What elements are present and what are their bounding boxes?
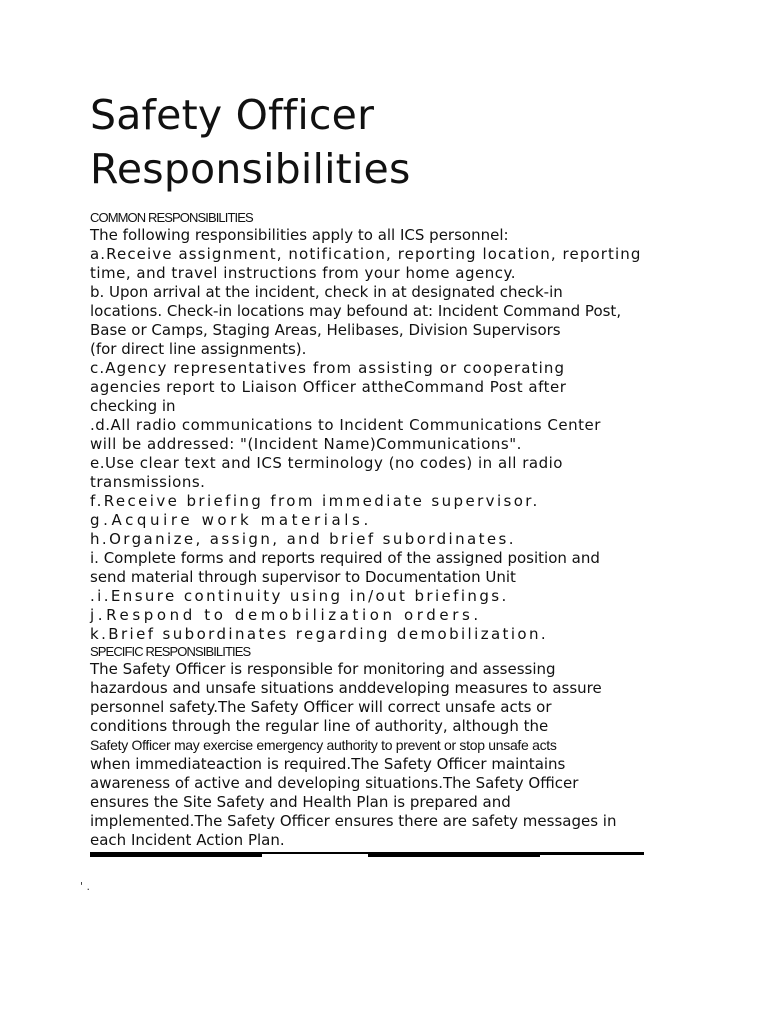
text-line: .i.Ensure continuity using in/out briefings. xyxy=(90,587,509,605)
text-line: .d.All radio communications to Incident Communications Center xyxy=(90,416,601,434)
text-line: j.Respond to demobilization orders. xyxy=(90,606,482,624)
text-line: locations. Check-in locations may befound at: Incident Command Post, xyxy=(90,302,622,320)
underline-rule xyxy=(90,852,646,860)
text-line: agencies report to Liaison Officer attheCommand Post after xyxy=(90,378,567,396)
text-line: awareness of active and developing situations.The Safety Officer xyxy=(90,774,579,792)
text-line: transmissions. xyxy=(90,473,206,491)
text-line: each Incident Action Plan. xyxy=(90,831,285,849)
text-line: Base or Camps, Staging Areas, Helibases, Division Supervisors xyxy=(90,321,561,339)
text-line: a.Receive assignment, notification, reporting location, reporting xyxy=(90,245,642,263)
common-responsibilities-heading: COMMON RESPONSIBILITIES xyxy=(90,210,253,225)
text-line: personnel safety.The Safety Officer will correct unsafe acts or xyxy=(90,698,552,716)
specific-responsibilities-heading: SPECIFIC RESPONSIBILITIES xyxy=(90,644,251,659)
text-line: b. Upon arrival at the incident, check in at designated check-in xyxy=(90,283,563,301)
text-line: hazardous and unsafe situations anddeveloping measures to assure xyxy=(90,679,602,697)
document-title xyxy=(90,88,690,196)
text-line: send material through supervisor to Documentation Unit xyxy=(90,568,516,586)
text-line: c.Agency representatives from assisting or cooperating xyxy=(90,359,566,377)
rule-segment xyxy=(90,852,262,857)
text-line: g.Acquire work materials. xyxy=(90,511,372,529)
text-line: checking in xyxy=(90,397,176,415)
text-line: i. Complete forms and reports required of the assigned position and xyxy=(90,549,600,567)
text-line: e.Use clear text and ICS terminology (no codes) in all radio xyxy=(90,454,563,472)
text-line: implemented.The Safety Officer ensures there are safety messages in xyxy=(90,812,617,830)
title-line-1: Safety Officer xyxy=(90,91,375,139)
specific-responsibilities-body xyxy=(90,660,690,850)
text-line: when immediateaction is required.The Safety Officer maintains xyxy=(90,755,566,773)
text-line: f.Receive briefing from immediate supervisor. xyxy=(90,492,540,510)
rule-segment xyxy=(262,852,368,854)
text-line: k.Brief subordinates regarding demobilization. xyxy=(90,625,549,643)
document-page xyxy=(90,88,690,860)
text-line: h.Organize, assign, and brief subordinates. xyxy=(90,530,516,548)
rule-segment xyxy=(368,852,540,857)
title-line-2: Responsibilities xyxy=(90,145,411,193)
text-line: conditions through the regular line of authority, although the xyxy=(90,717,549,735)
text-line: Safety Officer may exercise emergency authority to prevent or stop unsafe acts xyxy=(90,737,557,753)
text-line: The Safety Officer is responsible for monitoring and assessing xyxy=(90,660,556,678)
rule-segment xyxy=(540,852,644,855)
text-line: time, and travel instructions from your home agency. xyxy=(90,264,516,282)
text-line: ensures the Site Safety and Health Plan is prepared and xyxy=(90,793,511,811)
text-line: will be addressed: "(Incident Name)Communications". xyxy=(90,435,522,453)
common-responsibilities-body xyxy=(90,226,690,644)
text-line: The following responsibilities apply to all ICS personnel: xyxy=(90,226,509,244)
text-line: (for direct line assignments). xyxy=(90,340,307,358)
footer-mark: ' . xyxy=(80,880,91,893)
